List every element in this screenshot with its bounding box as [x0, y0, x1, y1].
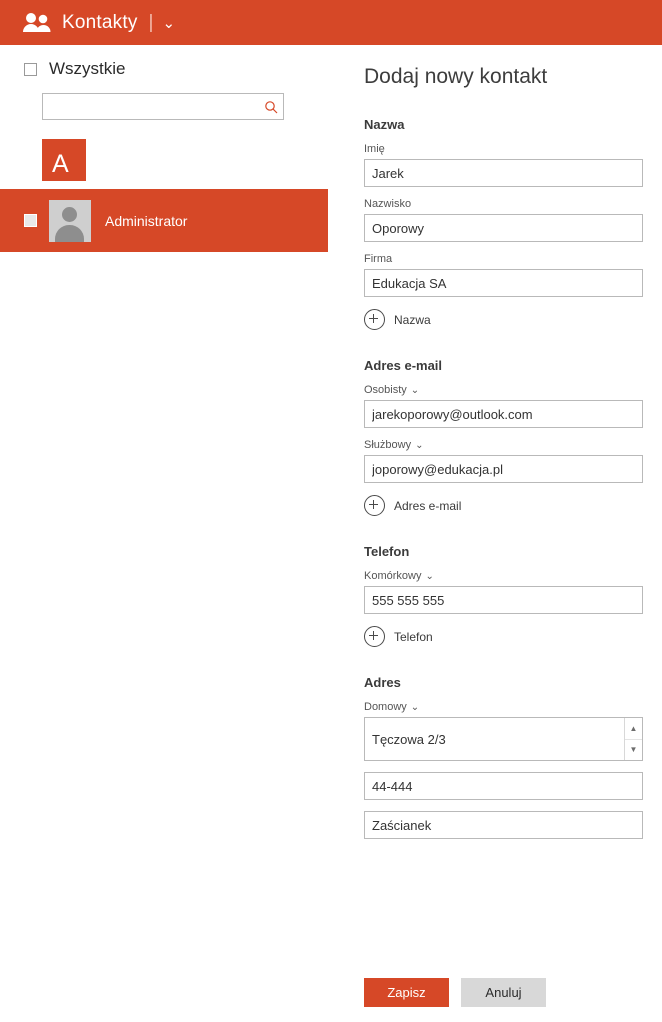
add-phone-button[interactable]	[364, 626, 662, 647]
email-work-type-select[interactable]	[364, 439, 643, 451]
select-all-row[interactable]	[0, 45, 328, 79]
search-input[interactable]	[43, 93, 259, 120]
avatar-head	[62, 207, 77, 222]
scroll-down-icon[interactable]: ▼	[629, 745, 638, 755]
email-personal-input[interactable]	[364, 400, 643, 428]
list-item[interactable]	[0, 189, 328, 252]
section-heading-name: Nazwa	[364, 117, 405, 132]
field-label-first-name: Imię	[364, 143, 385, 155]
field-last-name	[364, 198, 643, 242]
field-address-city	[364, 811, 643, 839]
page-title: Dodaj nowy kontakt	[364, 65, 548, 88]
avatar	[49, 200, 91, 242]
email-personal-type-label: Osobisty	[364, 384, 407, 396]
people-icon	[22, 12, 52, 34]
section-heading-phone: Telefon	[364, 544, 410, 559]
contact-form-pane	[328, 45, 662, 1022]
search-icon[interactable]	[259, 100, 283, 114]
address-type-select[interactable]	[364, 701, 643, 713]
select-all-label: Wszystkie	[49, 59, 126, 78]
address-scrollbar[interactable]	[624, 718, 642, 760]
address-city-input[interactable]	[364, 811, 643, 839]
phone-type-select[interactable]	[364, 570, 643, 582]
section-heading-address: Adres	[364, 675, 401, 690]
field-address-street	[364, 701, 643, 761]
add-email-button[interactable]	[364, 495, 662, 516]
plus-icon	[364, 495, 385, 516]
chevron-down-icon: ⌄	[410, 385, 420, 396]
add-email-label: Adres e-mail	[394, 498, 462, 513]
first-name-input[interactable]	[364, 159, 643, 187]
add-name-label: Nazwa	[394, 312, 431, 327]
last-name-input[interactable]	[364, 214, 643, 242]
field-first-name	[364, 143, 643, 187]
phone-input[interactable]	[364, 586, 643, 614]
address-street-input[interactable]	[364, 717, 643, 761]
field-label-company: Firma	[364, 253, 393, 265]
contact-name: Administrator	[105, 212, 188, 229]
address-postal-input[interactable]	[364, 772, 643, 800]
phone-type-label: Komórkowy	[364, 570, 422, 582]
company-input[interactable]	[364, 269, 643, 297]
contact-checkbox[interactable]	[24, 214, 37, 227]
cancel-button[interactable]: Anuluj	[461, 978, 546, 1007]
search-box[interactable]	[42, 93, 284, 120]
address-type-label: Domowy	[364, 701, 407, 713]
plus-icon	[364, 309, 385, 330]
field-company	[364, 253, 643, 297]
title-divider: |	[148, 11, 154, 33]
field-email-work	[364, 439, 643, 483]
select-all-checkbox[interactable]	[24, 63, 37, 76]
address-street-box	[364, 717, 643, 761]
email-work-input[interactable]	[364, 455, 643, 483]
scroll-up-icon[interactable]: ▲	[625, 718, 642, 740]
chevron-down-icon[interactable]: ⌄	[162, 15, 176, 32]
chevron-down-icon: ⌄	[410, 702, 420, 713]
chevron-down-icon: ⌄	[415, 440, 424, 451]
save-button[interactable]: Zapisz	[364, 978, 449, 1007]
app-header	[0, 0, 662, 45]
field-email-personal	[364, 384, 643, 428]
plus-icon	[364, 626, 385, 647]
add-phone-label: Telefon	[394, 629, 433, 644]
add-name-button[interactable]	[364, 309, 662, 330]
field-address-postal	[364, 772, 643, 800]
avatar-body	[55, 225, 84, 242]
field-phone-mobile	[364, 570, 643, 614]
email-personal-type-select[interactable]	[364, 384, 643, 396]
contacts-list-pane	[0, 45, 328, 1022]
chevron-down-icon: ⌄	[425, 571, 434, 582]
group-letter-tile[interactable]: A	[42, 139, 86, 181]
form-actions	[328, 963, 662, 1022]
field-label-last-name: Nazwisko	[364, 198, 412, 210]
section-heading-email: Adres e-mail	[364, 358, 443, 373]
app-title: Kontakty	[62, 11, 138, 33]
email-work-type-label: Służbowy	[364, 439, 412, 451]
